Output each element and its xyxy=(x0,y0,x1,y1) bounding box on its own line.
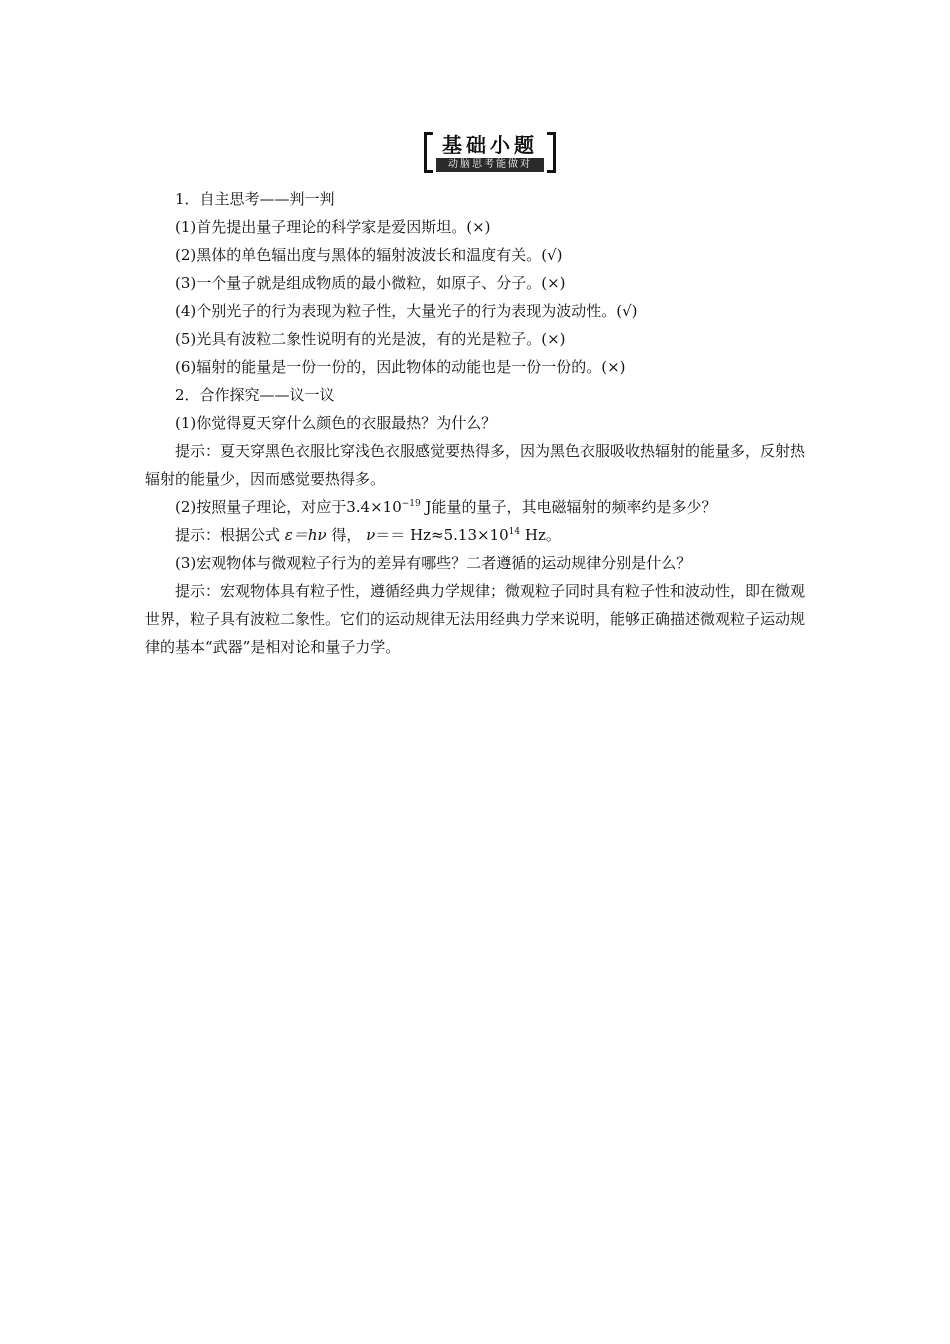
judgment-item: (4)个别光子的行为表现为粒子性，大量光子的行为表现为波动性。(√) xyxy=(175,302,638,320)
judgment-item: (5)光具有波粒二象性说明有的光是波，有的光是粒子。(×) xyxy=(175,330,566,348)
banner-right-bracket xyxy=(547,132,556,173)
banner-subtitle: 动脑思考能做对 xyxy=(436,158,544,172)
answer-2-exponent: 14 xyxy=(508,527,521,537)
question-2 xyxy=(145,493,810,521)
question-1: (1)你觉得夏天穿什么颜色的衣服最热？为什么？ xyxy=(175,414,497,432)
question-2-exponent: −19 xyxy=(401,499,421,509)
frequency-symbol: ν xyxy=(366,526,376,544)
question-3: (3)宏观物体与微观粒子行为的差异有哪些？二者遵循的运动规律分别是什么？ xyxy=(175,554,692,572)
banner-left-bracket xyxy=(424,132,433,173)
answer-2-result: ＝＝ Hz≈5.13×10 xyxy=(375,526,509,544)
answer-2 xyxy=(145,521,810,549)
judgment-item: (3)一个量子就是组成物质的最小微粒，如原子、分子。(×) xyxy=(175,274,566,292)
judgment-item: (6)辐射的能量是一份一份的，因此物体的动能也是一份一份的。(×) xyxy=(175,358,626,376)
section2-heading: 2．合作探究——议一议 xyxy=(175,386,335,404)
judgment-item: (2)黑体的单色辐出度与黑体的辐射波波长和温度有关。(√) xyxy=(175,246,563,264)
question-2-text-start: (2)按照量子理论，对应于3.4×10 xyxy=(175,498,402,516)
section-banner xyxy=(424,132,556,174)
answer-2-text-start: 提示：根据公式 xyxy=(175,526,285,544)
answer-1: 提示：夏天穿黑色衣服比穿浅色衣服感觉要热得多，因为黑色衣服吸收热辐射的能量多，反射热辐射的能量少，因而感觉要热得多。 xyxy=(145,442,806,488)
document-body xyxy=(145,185,810,661)
answer-2-unit: Hz。 xyxy=(520,526,561,544)
banner-title: 基础小题 xyxy=(442,133,538,157)
answer-2-text-mid: 得， xyxy=(326,526,367,544)
section1-heading: 1．自主思考——判一判 xyxy=(175,190,335,208)
judgment-item: (1)首先提出量子理论的科学家是爱因斯坦。(×) xyxy=(175,218,491,236)
answer-3: 提示：宏观物体具有粒子性，遵循经典力学规律；微观粒子同时具有粒子性和波动性，即在微观世界，粒子具有波粒二象性。它们的运动规律无法用经典力学来说明，能够正确描述微观粒子运动规律的基本“武器”是相对论和量子力学。 xyxy=(145,582,806,656)
planck-formula: ε＝hν xyxy=(284,526,327,544)
question-2-text-end: J能量的量子，其电磁辐射的频率约是多少？ xyxy=(420,498,717,516)
